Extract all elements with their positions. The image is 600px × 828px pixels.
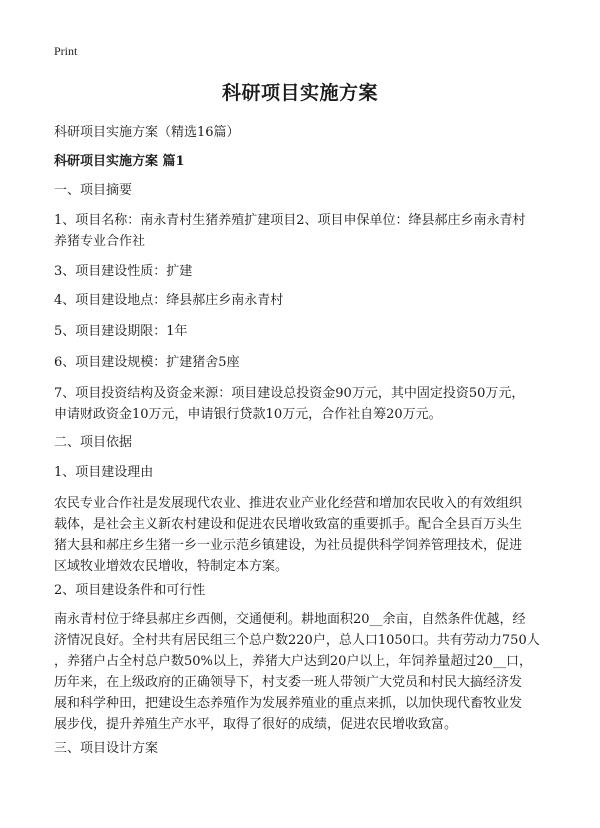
text-line: 7、项目投资结构及资金来源：项目建设总投资金90万元，其中固定投资50万元， — [54, 386, 525, 401]
text-line: 南永青村位于绛县郝庄乡西侧，交通便利。耕地面积20__余亩，自然条件优越，经 — [54, 612, 526, 627]
document-title: 科研项目实施方案 — [221, 82, 378, 104]
conditions-paragraph — [54, 609, 550, 735]
text-line: 农民专业合作社是发展现代农业、推进农业产业化经营和增加农民收入的有效组织 — [54, 496, 523, 511]
text-line: 展和科学种田，把建设生态养殖作为发展养殖业的重点来抓，以加快现代畜牧业发 — [54, 696, 523, 711]
text-line: ，养猪户占全村总户数50%以上，养猪大户达到20户以上，年饲养量超过20__口， — [54, 654, 532, 669]
text-line: 区域牧业增效农民增收，特制定本方案。 — [54, 559, 289, 574]
heading-project-summary: 一、项目摘要 — [54, 183, 133, 198]
heading-design-plan: 三、项目设计方案 — [54, 741, 159, 756]
item-7-paragraph — [54, 383, 550, 425]
text-line: 1、项目名称：南永青村生猪养殖扩建项目2、项目申保单位：绛县郝庄乡南永青村 — [54, 213, 526, 228]
heading-project-basis: 二、项目依据 — [54, 435, 133, 450]
heading-conditions-feasibility: 2、项目建设条件和可行性 — [54, 583, 206, 598]
item-6: 6、项目建设规模：扩建猪舍5座 — [54, 355, 240, 370]
section-heading: 科研项目实施方案 篇1 — [54, 154, 185, 169]
item-4: 4、项目建设地点：绛县郝庄乡南永青村 — [54, 293, 284, 308]
text-line: 济情况良好。全村共有居民组三个总户数220户，总人口1050口。共有劳动力750人 — [54, 633, 540, 648]
text-line: 展步伐，提升养殖生产水平，取得了很好的成绩，促进农民增收致富。 — [54, 717, 458, 732]
reason-paragraph — [54, 493, 550, 577]
document-subtitle: 科研项目实施方案（精选16篇） — [54, 125, 240, 140]
item-3: 3、项目建设性质：扩建 — [54, 264, 193, 279]
print-label[interactable]: Print — [54, 44, 78, 58]
text-line: 历年来，在上级政府的正确领导下，村支委一班人带领广大党员和村民大搞经济发 — [54, 675, 523, 690]
text-line: 载体，是社会主义新农村建设和促进农民增收致富的重要抓手。配合全县百万头生 — [54, 517, 523, 532]
item-1-paragraph — [54, 210, 550, 252]
text-line: 猪大县和郝庄乡生猪一乡一业示范乡镇建设，为社员提供科学饲养管理技术，促进 — [54, 538, 523, 553]
text-line: 申请财政资金10万元，申请银行贷款10万元，合作社自筹20万元。 — [54, 407, 442, 422]
text-line: 养猪专业合作社 — [54, 234, 146, 249]
heading-construction-reason: 1、项目建设理由 — [54, 465, 154, 480]
item-5: 5、项目建设期限：1年 — [54, 324, 188, 339]
